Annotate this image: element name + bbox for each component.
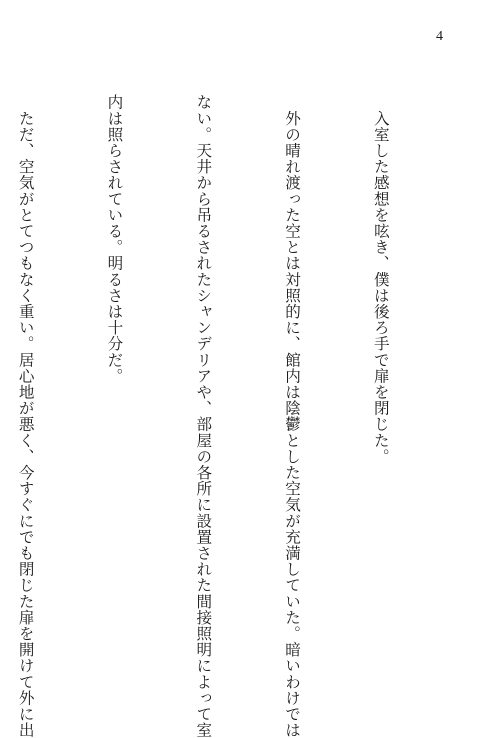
novel-text-block (0, 94, 454, 738)
text-line: 外の晴れ渡った空とは対照的に、館内は陰鬱とした空気が充満していた。暗いわけでは (283, 94, 302, 738)
page-number: 4 (436, 29, 443, 44)
text-line: 入室した感想を呟き、僕は後ろ手で扉を閉じた。 (371, 94, 390, 465)
text-line: 内は照らされている。明るさは十分だ。 (105, 94, 124, 384)
text-line: ただ、空気がとてつもなく重い。居心地が悪く、今すぐにでも閉じた扉を開けて外に出 (16, 94, 35, 738)
text-line: ない。天井から吊るされたシャンデリアや、部屋の各所に設置された間接照明によって室 (194, 94, 213, 738)
